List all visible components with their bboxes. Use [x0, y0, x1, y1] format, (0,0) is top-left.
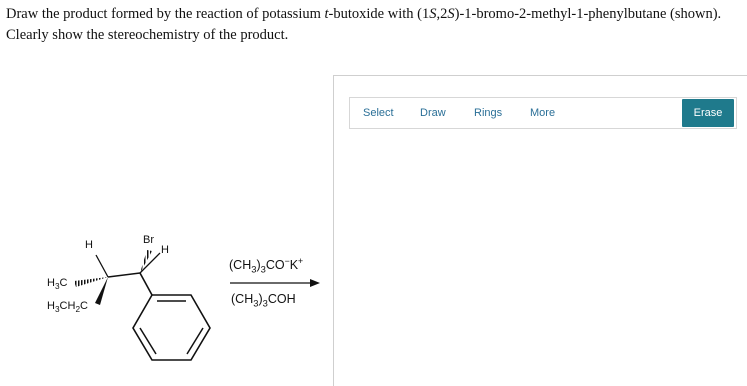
question-line1-part: Draw the product formed by the reaction of potassium	[6, 6, 325, 22]
methyl-hash-wedge	[74, 277, 108, 287]
h-label: H	[85, 239, 93, 251]
question-line1-part: -butoxide with (1	[328, 6, 430, 22]
benzene-ring	[133, 295, 210, 360]
more-tool-button[interactable]: More	[530, 107, 556, 119]
question-text	[6, 4, 741, 46]
br-label: Br	[143, 234, 154, 246]
question-s-italic: S	[447, 6, 455, 22]
reagent-solvent: $(CH_3)_3COH$	[231, 292, 296, 309]
benzene-double-bond	[140, 328, 156, 354]
erase-button[interactable]: Erase	[682, 99, 734, 127]
arrow-head	[310, 279, 320, 287]
question-s-italic: S	[429, 6, 437, 22]
c1-c2-bond	[108, 273, 140, 277]
c2-h-bond	[96, 255, 108, 277]
question-line2: Clearly show the stereochemistry of the product.	[6, 27, 289, 43]
draw-tool-button[interactable]: Draw	[420, 107, 446, 119]
question-line1-part: )-1-bromo-2-methyl-1-phenylbutane (shown).	[454, 6, 722, 22]
drawing-toolbar	[349, 97, 737, 129]
h-label: H	[161, 244, 169, 256]
rings-tool-button[interactable]: Rings	[474, 107, 503, 119]
h3ch2c-label: $H_3CH_2C$	[47, 300, 88, 315]
benzene-double-bond	[187, 328, 203, 354]
question-t-italic: t	[324, 6, 329, 22]
h3c-label: $H_3C$	[47, 277, 68, 292]
c1-phenyl-bond	[140, 273, 152, 295]
drawing-canvas[interactable]	[333, 75, 747, 386]
ethyl-bold-wedge	[95, 277, 108, 305]
select-tool-button[interactable]: Select	[363, 107, 394, 119]
question-line1-part: ,2	[436, 6, 448, 22]
br-hash-wedge	[140, 250, 152, 273]
reagent-base: $(CH_3)_3CO^-K^+$	[229, 256, 304, 275]
reactant-structure	[0, 225, 330, 372]
c1-h-bond	[140, 253, 160, 273]
